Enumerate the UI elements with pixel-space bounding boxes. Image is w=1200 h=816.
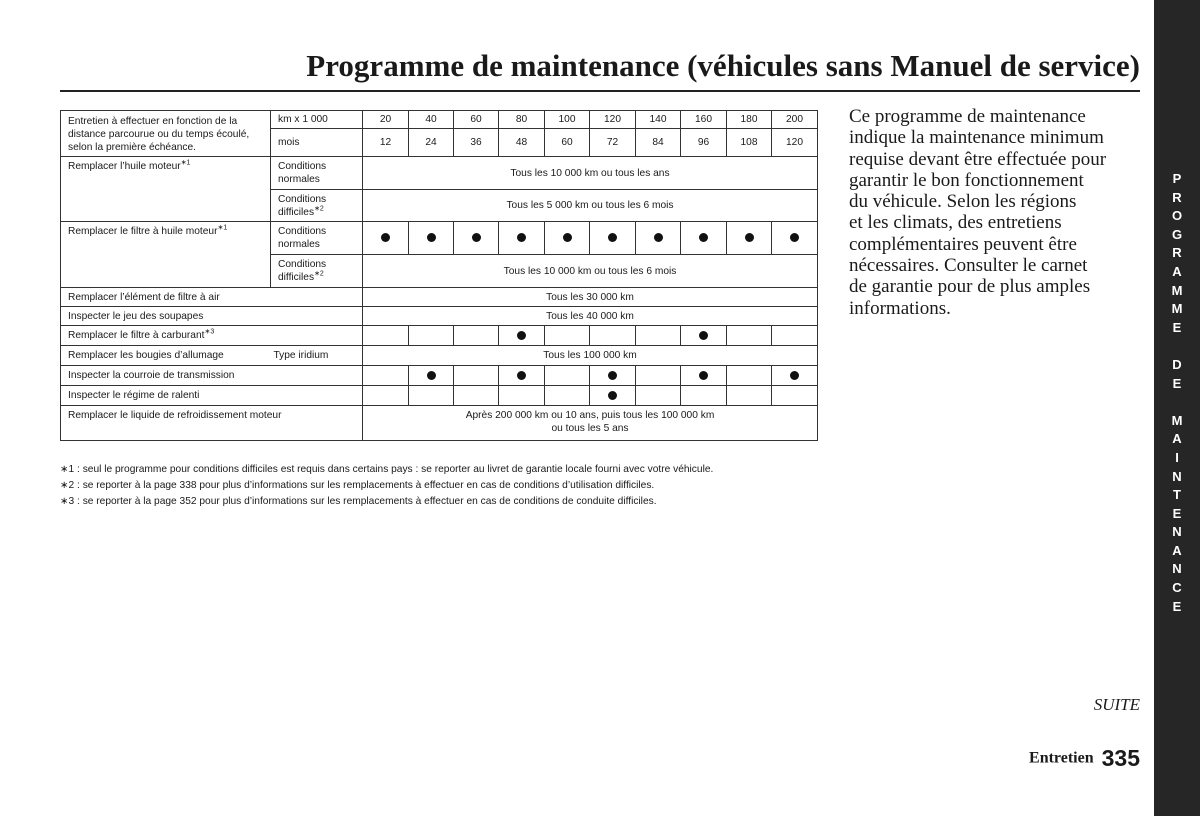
note-ref: ∗2	[314, 270, 324, 278]
note-ref: ∗1	[217, 224, 228, 232]
table-row-refroidissement	[61, 406, 818, 441]
interval-cell	[590, 326, 636, 346]
interval-cell	[545, 366, 590, 386]
condition-label: Conditions difficiles	[278, 259, 327, 283]
interval-cell	[545, 326, 590, 346]
interval-dot-cell	[499, 222, 545, 255]
tab-letter: D	[1172, 356, 1182, 372]
tab-letter: E	[1172, 375, 1182, 391]
bullet-icon	[517, 371, 526, 380]
tab-letter: G	[1171, 226, 1183, 242]
km-cell: 40	[409, 111, 454, 129]
tab-letter: N	[1172, 524, 1182, 540]
interval-dot-cell	[590, 366, 636, 386]
condition-cell	[271, 190, 363, 222]
item-cell: Remplacer le liquide de refroidissement moteur	[61, 406, 363, 441]
paragraph-line: informations.	[849, 297, 951, 319]
tab-space	[1154, 393, 1200, 412]
section-tab	[1154, 0, 1200, 816]
footnote: ∗2 : se reporter à la page 338 pour plus d’informations sur les remplacements à effectuer en cas de conditions d’utilisation difficiles.	[60, 480, 655, 491]
interval-dot-cell	[590, 222, 636, 255]
interval-cell: Tous les 100 000 km	[363, 346, 818, 366]
km-cell: 80	[499, 111, 545, 129]
interval-dot-cell	[454, 222, 499, 255]
item-cell	[61, 222, 271, 288]
bullet-icon	[654, 233, 663, 242]
table-row-huile-normal	[61, 157, 818, 190]
tab-letter: E	[1172, 598, 1182, 614]
bullet-icon	[608, 371, 617, 380]
header-label-cell	[61, 111, 271, 157]
interval-dot-cell	[772, 366, 818, 386]
tab-letter: N	[1172, 468, 1182, 484]
tab-letter: E	[1172, 505, 1182, 521]
mois-cell: 96	[681, 129, 727, 157]
interval-cell	[636, 326, 681, 346]
mois-label-cell	[271, 129, 363, 157]
paragraph-line: requise devant être effectuée pour	[849, 148, 1107, 170]
tab-letter: E	[1172, 319, 1182, 335]
interval-dot-cell	[499, 326, 545, 346]
item-label: Remplacer l’huile moteur	[68, 161, 181, 172]
interval-cell	[363, 326, 409, 346]
item-cell: Inspecter le jeu des soupapes	[61, 307, 363, 326]
tab-letter: C	[1172, 580, 1182, 596]
interval-dot-cell	[681, 366, 727, 386]
item-label: Remplacer le filtre à carburant	[68, 330, 205, 341]
km-cell: 180	[727, 111, 772, 129]
bullet-icon	[472, 233, 481, 242]
interval-cell	[681, 386, 727, 406]
header-label: Entretien à effectuer en fonction de la distance parcourue ou du temps écoulé, selon la première échéance.	[68, 115, 250, 153]
mois-cell: 72	[590, 129, 636, 157]
interval-dot-cell	[590, 386, 636, 406]
note-ref: ∗3	[204, 328, 215, 336]
km-cell: 60	[454, 111, 499, 129]
mois-cell: 60	[545, 129, 590, 157]
page-number: 335	[1101, 745, 1140, 771]
interval-cell	[363, 366, 409, 386]
km-cell: 160	[681, 111, 727, 129]
condition-cell	[271, 255, 363, 288]
interval-dot-cell	[727, 222, 772, 255]
km-label-cell	[271, 111, 363, 129]
footnotes	[60, 462, 713, 510]
mois-cell: 12	[363, 129, 409, 157]
interval-cell: Tous les 10 000 km ou tous les 6 mois	[363, 255, 818, 288]
bullet-icon	[427, 371, 436, 380]
maintenance-table	[60, 110, 818, 441]
km-label: km x 1 000	[278, 114, 328, 125]
interval-cell: Tous les 30 000 km	[363, 288, 818, 307]
bullet-icon	[745, 233, 754, 242]
mois-cell: 24	[409, 129, 454, 157]
page-footer	[900, 745, 1140, 772]
mois-cell: 84	[636, 129, 681, 157]
continued-label: SUITE	[1093, 695, 1140, 714]
bullet-icon	[517, 331, 526, 340]
table-row-filtre-air	[61, 288, 818, 307]
condition-label: Conditions difficiles	[278, 193, 327, 218]
tab-space	[1154, 337, 1200, 356]
interval-cell: Tous les 10 000 km ou tous les ans	[363, 157, 818, 190]
tab-letter: R	[1172, 189, 1182, 205]
section-tab-label	[1154, 170, 1200, 616]
interval-dot-cell	[681, 222, 727, 255]
mois-cell: 48	[499, 129, 545, 157]
paragraph-line: et les climats, des entretiens	[849, 212, 1062, 234]
interval-dot-cell	[409, 222, 454, 255]
mois-cell: 36	[454, 129, 499, 157]
interval-cell: Après 200 000 km ou 10 ans, puis tous les 100 000 km ou tous les 5 ans	[363, 406, 818, 441]
condition-cell: Conditions normales	[271, 157, 363, 190]
tab-letter: M	[1171, 301, 1183, 317]
interval-cell	[454, 326, 499, 346]
interval-dot-cell	[409, 366, 454, 386]
km-cell: 20	[363, 111, 409, 129]
table-row-courroie	[61, 366, 818, 386]
bullet-icon	[699, 371, 708, 380]
interval-cell	[727, 366, 772, 386]
note-ref: ∗2	[314, 205, 324, 213]
tab-letter: M	[1171, 412, 1183, 428]
tab-letter: O	[1171, 208, 1183, 224]
mois-cell: 108	[727, 129, 772, 157]
bougies-type-cell: Type iridium	[271, 346, 363, 366]
table-row-soupapes	[61, 307, 818, 326]
table-row-km	[61, 111, 818, 129]
tab-letter: T	[1173, 487, 1181, 503]
bullet-icon	[563, 233, 572, 242]
interval-cell: Tous les 40 000 km	[363, 307, 818, 326]
bullet-icon	[608, 391, 617, 400]
interval-cell	[727, 326, 772, 346]
item-label: Remplacer le filtre à huile moteur	[68, 226, 218, 237]
km-cell: 100	[545, 111, 590, 129]
interval-dot-cell	[681, 326, 727, 346]
footnote: ∗3 : se reporter à la page 352 pour plus d’informations sur les remplacements à effectuer en cas de conditions de conduite difficiles.	[60, 496, 657, 507]
interval-dot-cell	[363, 222, 409, 255]
interval-cell	[772, 386, 818, 406]
section-name: Entretien	[1029, 749, 1094, 767]
interval-cell	[454, 366, 499, 386]
interval-cell	[499, 386, 545, 406]
interval-cell	[636, 366, 681, 386]
item-cell: Inspecter le régime de ralenti	[61, 386, 363, 406]
bullet-icon	[790, 233, 799, 242]
bullet-icon	[608, 233, 617, 242]
tab-letter: A	[1172, 263, 1182, 279]
interval-dot-cell	[772, 222, 818, 255]
tab-letter: A	[1172, 542, 1182, 558]
title-rule	[60, 90, 1140, 92]
interval-cell	[727, 386, 772, 406]
paragraph-line: Ce programme de maintenance	[849, 106, 1086, 127]
km-cell: 120	[590, 111, 636, 129]
condition-cell: Conditions normales	[271, 222, 363, 255]
item-cell	[61, 326, 363, 346]
paragraph-line: nécessaires. Consulter le carnet	[849, 255, 1088, 277]
bullet-icon	[517, 233, 526, 242]
tab-letter: A	[1172, 431, 1182, 447]
table-row-ralenti	[61, 386, 818, 406]
tab-letter: M	[1171, 282, 1183, 298]
interval-cell	[772, 326, 818, 346]
item-cell: Inspecter la courroie de transmission	[61, 366, 363, 386]
km-cell: 200	[772, 111, 818, 129]
page-title: Programme de maintenance (véhicules sans Manuel de service)	[306, 48, 1140, 83]
mois-cell: 120	[772, 129, 818, 157]
interval-cell: Tous les 5 000 km ou tous les 6 mois	[363, 190, 818, 222]
interval-cell	[545, 386, 590, 406]
bullet-icon	[790, 371, 799, 380]
paragraph-line: indique la maintenance minimum	[849, 127, 1104, 149]
paragraph-line: garantir le bon fonctionnement	[849, 169, 1084, 191]
item-cell: Remplacer les bougies d’allumage	[61, 346, 271, 366]
tab-letter: P	[1172, 171, 1182, 186]
interval-dot-cell	[545, 222, 590, 255]
paragraph-line: complémentaires peuvent être	[849, 233, 1077, 255]
bullet-icon	[699, 233, 708, 242]
interval-cell	[409, 386, 454, 406]
table-row-carburant	[61, 326, 818, 346]
km-cell: 140	[636, 111, 681, 129]
item-cell	[61, 157, 271, 222]
note-ref: ∗1	[180, 159, 191, 167]
tab-letter: N	[1172, 561, 1182, 577]
interval-cell	[409, 326, 454, 346]
tab-letter: R	[1172, 245, 1182, 261]
paragraph-line: du véhicule. Selon les régions	[849, 191, 1077, 213]
interval-dot-cell	[499, 366, 545, 386]
interval-cell	[636, 386, 681, 406]
paragraph-line: de garantie pour de plus amples	[849, 276, 1091, 298]
bullet-icon	[699, 331, 708, 340]
bullet-icon	[427, 233, 436, 242]
table-row-bougies	[61, 346, 818, 366]
interval-dot-cell	[636, 222, 681, 255]
interval-cell	[363, 386, 409, 406]
mois-label: mois	[278, 137, 300, 148]
table-row-filtre-normal	[61, 222, 818, 255]
interval-cell	[454, 386, 499, 406]
tab-letter: I	[1175, 449, 1179, 465]
footnote: ∗1 : seul le programme pour conditions difficiles est requis dans certains pays : se reporter au livret de garantie locale fourni avec votre véhicule.	[60, 464, 714, 475]
bullet-icon	[381, 233, 390, 242]
item-cell: Remplacer l’élément de filtre à air	[61, 288, 363, 307]
intro-paragraph	[849, 106, 1144, 319]
